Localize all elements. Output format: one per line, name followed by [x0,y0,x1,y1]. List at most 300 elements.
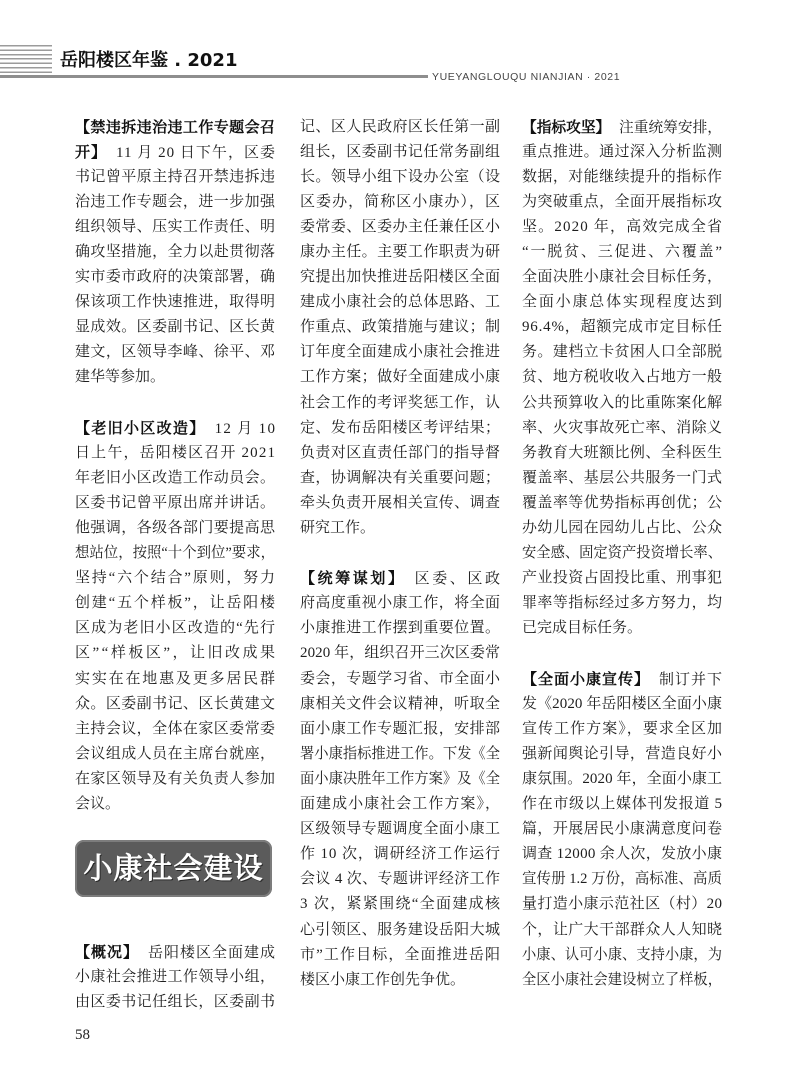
line-content [522,669,723,688]
line-content [75,117,276,136]
line-content [522,867,722,892]
line-content [300,742,500,767]
line-content [522,194,722,210]
text-line [522,340,722,365]
line-content [75,470,275,486]
line-content [522,445,722,461]
line-text: 篇，开展居民小康满意度问卷 [522,821,723,838]
text-line [522,566,722,591]
line-content [522,470,722,486]
line-content [75,445,276,461]
line-content [300,821,500,837]
text-line [522,892,722,917]
line-content [300,922,500,938]
line-text: 由区委书记任组长，区委副书 [75,994,276,1011]
text-line [522,792,722,817]
line-content [300,144,500,160]
text-line [300,240,500,265]
text-line [522,416,722,441]
entry-heading: 【指标攻坚】 [522,117,611,136]
line-text: 宣传册 1.2 万份，高标准、高质 [522,871,722,888]
line-content [75,721,275,737]
line-content [300,420,500,436]
entry-heading: 开】 [75,142,108,161]
line-content [75,620,276,636]
text-line [75,940,275,965]
text-line [75,165,275,190]
text-line [522,717,722,742]
line-content [75,294,275,310]
line-content [300,796,501,812]
text-line [75,616,275,641]
text-line [75,240,275,265]
line-text: 研究工作。 [300,520,376,536]
text-line [75,290,275,315]
line-text: 注重统筹安排， [619,119,722,136]
line-text: 11 月 20 日下午，区委 [116,144,277,161]
text-line [300,566,503,591]
line-content [522,169,722,185]
line-text: 会议。 [75,796,121,813]
line-content [522,319,723,335]
line-content [522,922,722,938]
text-line [75,265,275,290]
line-text: 区委书记曾平原出席并讲话。 [75,494,276,511]
line-content [522,541,722,566]
line-text: 确攻坚措施，全力以赴贯彻落 [75,243,276,260]
line-content [522,821,722,837]
line-content [522,420,722,436]
text-line [300,842,500,867]
text-line [522,165,722,190]
line-text: 心引领区、服务建设岳阳大城 [300,921,501,938]
line-text: 坚持“六个结合”原则，努力 [75,570,277,587]
header-english-subtitle: YUEYANGLOUQU NIANJIAN · 2021 [432,71,621,83]
line-content [300,395,500,411]
text-line [522,867,722,892]
line-text: 康相关文件会议精神，听取全 [300,695,501,712]
line-text: 众。区委副书记、区长黄建文 [75,695,276,712]
line-text: 全面小康总体实现程度达到 [522,294,724,311]
line-text: 保该项工作快速推进，取得明 [75,294,276,311]
text-line [75,340,275,365]
line-text: 办幼儿园在园幼儿占比、公众 [522,520,723,536]
text-line [75,965,275,990]
line-text: 查，协调解决有关重要问题； [300,469,501,486]
text-line [522,742,722,767]
line-text: 区”“样板区”，让旧改成果 [75,645,278,662]
text-line [522,968,722,993]
line-content [75,671,277,687]
line-content [300,947,501,963]
line-content [75,969,275,985]
line-text: 区级领导专题调度全面小康工 [300,821,501,838]
text-line [300,190,500,215]
line-text: 制订并下 [658,671,723,688]
text-line [522,466,722,491]
line-text: 作在市级以上媒体刊发报道 5 [522,796,723,813]
text-line [522,516,722,541]
line-content [300,767,500,792]
line-content [300,520,375,536]
text-line [300,165,500,190]
line-text: 定、发布岳阳楼区考评结果； [300,419,501,436]
line-content [75,194,275,210]
line-text: 组长，区委副书记任常务副组 [300,143,501,160]
text-line [300,416,500,441]
line-text: 建华等参加。 [75,369,166,386]
line-content [522,269,722,285]
line-text: 治违工作专题会，进一步加强 [75,193,276,210]
line-text: 署小康指标推进工作。下发《全 [300,745,500,762]
line-text: 建文，区领导李峰、徐平、邓 [75,344,276,361]
line-content [300,369,500,385]
line-content [300,119,500,135]
line-content [75,570,277,586]
line-content [300,620,500,636]
entry-heading: 【全面小康宣传】 [522,669,650,688]
text-line [522,265,722,290]
text-line [522,441,722,466]
line-content [300,194,501,210]
text-line [75,566,275,591]
line-text: 个，让广大干部群众人人知晓 [522,921,723,938]
line-content [300,319,500,335]
paragraph [300,566,503,993]
line-text: 创建“五个样板”，让岳阳楼 [75,595,277,612]
text-line [300,667,500,692]
text-line [300,290,500,315]
line-content [75,696,275,712]
text-line [300,265,500,290]
text-line [75,441,275,466]
line-text: 牵头负责开展相关宣传、调查 [300,494,501,511]
text-line [300,441,500,466]
line-text: 显成效。区委副书记、区长黄 [75,319,276,336]
text-line [75,591,275,616]
line-text: 岳阳楼区全面建成 [148,945,276,962]
line-text: 委常委、区委办主任兼任区小 [300,218,501,235]
text-line [75,516,275,541]
line-content [300,671,500,687]
line-content [300,871,500,887]
line-text: 面小康工作专题汇报，安排部 [300,720,501,737]
line-text: 全区小康社会建设树立了样板， [522,971,722,988]
line-content [300,344,500,360]
line-content [300,470,500,486]
line-text: 面小康决胜年工作方案》及《全 [300,770,500,787]
line-content [300,244,500,260]
text-line [300,792,500,817]
line-text: 楼区小康工作创先争优。 [300,971,466,988]
text-line [75,667,275,692]
text-line [522,140,722,165]
text-line [300,491,500,516]
line-content [75,746,275,762]
line-content [75,595,277,611]
line-content [300,896,501,912]
line-content [522,520,722,536]
text-line [75,742,275,767]
text-line [75,541,275,566]
text-line [300,616,500,641]
line-content [300,219,500,235]
line-content [522,846,722,862]
paragraph [75,115,275,391]
line-text: 订年度全面建成小康社会推进 [300,344,501,361]
text-line [522,817,722,842]
line-content [522,344,722,360]
text-line [522,215,722,240]
line-content [300,169,500,185]
text-line [522,541,722,566]
line-content [300,294,500,310]
line-content [522,115,722,141]
line-content [522,771,722,787]
entry-heading: 【禁违拆违治违工作专题会召 [75,117,276,136]
line-content [522,796,723,812]
text-line [75,416,275,441]
text-line [300,591,500,616]
text-line [522,918,722,943]
text-line [300,717,500,742]
line-text: 康办主任。主要工作职责为研 [300,243,501,260]
line-content [522,570,722,586]
line-content [522,144,722,160]
line-content [75,520,275,536]
line-text: 日上午，岳阳楼区召开 2021 [75,444,277,461]
line-text: 2020 年，组织召开三次区委常 [300,645,501,662]
line-content [300,696,500,712]
line-content [75,219,275,235]
line-content [522,968,722,993]
line-content [75,269,275,285]
line-text: 年老旧小区改造工作动员会。 [75,469,276,486]
line-content [522,746,722,762]
line-content [300,846,501,862]
line-content [75,495,275,511]
line-content [75,771,275,787]
text-line [75,315,275,340]
line-text: 作重点、政策措施与建议；制 [300,319,501,336]
section-title: 小康社会建设 [75,840,272,897]
text-line [300,340,500,365]
line-text: 会议 4 次、专题讲评经济工作 [300,871,501,888]
text-line [300,365,500,390]
text-line [522,943,722,968]
line-content [300,269,500,285]
line-text: 区委、区政 [414,571,503,588]
line-content [522,696,722,712]
line-text: “一脱贫、三促进、六覆盖” [522,243,724,260]
line-content [300,972,465,988]
line-text: 全面决胜小康社会目标任务， [522,269,723,286]
text-line [75,365,275,390]
line-text: 作 10 次，调研经济工作运行 [300,846,501,863]
line-text: 在家区领导及有关负责人参加 [75,770,276,787]
line-text: 宣传工作方案》，要求全区加 [522,720,724,737]
line-text: 实实在在地惠及更多居民群 [75,670,277,687]
text-line [300,692,500,717]
line-content [522,495,722,511]
line-text: 已完成目标任务。 [522,620,643,637]
paragraph [75,416,278,818]
line-text: 产业投资占固投比重、刑事犯 [522,570,723,587]
text-line [522,667,722,692]
line-text: 主持会议，全体在家区委常委 [75,720,276,737]
text-line [300,115,500,140]
text-line [522,290,722,315]
line-content [75,418,277,437]
line-content [75,244,275,260]
line-content [75,142,277,161]
line-text: 社会工作的考评奖惩工作，认 [300,394,501,411]
line-text: 委会，专题学习省、市全面小 [300,670,501,687]
line-content [522,943,722,968]
line-content [522,721,723,737]
text-line [75,140,275,165]
line-text: 小康推进工作摆到重要位置。 [300,620,501,637]
entry-heading: 【老旧小区改造】 [75,418,206,437]
line-content [75,169,275,185]
text-line [522,315,722,340]
text-line [75,215,275,240]
line-text: 面建成小康社会工作方案》， [300,796,502,813]
page-number: 58 [75,1027,90,1043]
line-text: 记、区人民政府区长任第一副 [300,118,501,135]
text-line [75,466,275,491]
line-text: 负责对区直责任部门的指导督 [300,444,501,461]
line-content [300,595,500,611]
line-content [522,294,724,310]
line-content [75,319,275,335]
line-text: 覆盖率、基层公共服务一门式 [522,469,723,486]
line-text: 发《2020 年岳阳楼区全面小康 [522,695,723,712]
line-content [75,645,278,661]
line-text: 实市委市政府的决策部署，确 [75,269,276,286]
text-line [522,842,722,867]
text-line [522,591,722,616]
text-line [75,115,275,140]
text-line [75,491,275,516]
line-content [75,344,275,360]
line-text: 务教育大班额比例、全科医生 [522,444,723,461]
line-content [522,244,724,260]
text-line [522,616,722,641]
text-line [522,240,722,265]
line-text: 12 月 10 [214,420,277,437]
text-line [522,692,722,717]
line-content [300,571,503,587]
line-text: 安全感、固定资产投资增长率、 [522,545,722,562]
line-text: 会议组成人员在主席台就座， [75,745,276,762]
line-text: 康氛围。2020 年，全面小康工 [522,770,723,787]
header-stripes [0,45,52,76]
line-content [522,369,722,385]
text-line [75,641,278,666]
line-text: 组织领导、压实工作责任、明 [75,218,276,235]
line-content [75,945,276,961]
line-content [75,369,165,385]
line-text: 府高度重视小康工作，将全面 [300,595,501,612]
line-content [75,541,275,566]
paragraph [522,667,722,993]
paragraph [75,940,275,1015]
line-text: 公共预算收入的比重陈案化解 [522,394,723,411]
text-line [75,990,275,1015]
line-text: 强新闻舆论引导，营造良好小 [522,745,723,762]
text-column-1 [75,115,278,1016]
line-text: 想站位，按照“十个到位”要求， [75,545,275,562]
line-text: 数据，对能继续提升的指标作 [522,168,723,185]
line-text: 区成为老旧小区改造的“先行 [75,620,277,637]
line-content [300,495,500,511]
line-content [300,445,500,461]
text-line [75,692,275,717]
text-line [300,215,500,240]
entry-heading: 【概况】 [75,943,139,962]
line-content [522,620,642,636]
line-text: 长。领导小组下设办公室（设 [300,168,501,185]
section-heading [75,840,275,940]
text-line [522,115,722,140]
paragraph [300,115,500,542]
line-text: 96.4%，超额完成市定目标任 [522,319,723,336]
paragraph [522,115,722,642]
line-content [300,721,500,737]
line-text: 坚。2020 年，高效完成全省 [522,218,724,235]
line-text: 3 次，紧紧围绕“全面建成核 [300,896,502,913]
yearbook-title: 岳阳楼区年鉴 . 2021 [60,50,238,71]
line-text: 务。建档立卡贫困人口全部脱 [522,344,723,361]
line-text: 罪率等指标经过多方努力，均 [522,595,723,612]
text-line [300,867,500,892]
line-text: 市”工作目标，全面推进岳阳 [300,946,502,963]
text-line [522,365,722,390]
text-column-3 [522,115,722,993]
text-line [75,717,275,742]
text-column-2 [300,115,503,993]
line-content [75,994,275,1010]
line-content [300,645,500,661]
text-line [300,968,500,993]
text-line [300,641,500,666]
line-content [522,896,722,912]
line-text: 建成小康社会的总体思路、工 [300,294,501,311]
text-line [300,943,500,968]
text-line [300,918,500,943]
header-rule [0,75,428,78]
line-text: 小康、认可小康、支持小康，为 [522,946,722,963]
text-line [522,190,722,215]
line-text: 贫、地方税收收入占地方一般 [522,369,723,386]
text-line [300,315,500,340]
text-line [75,767,275,792]
text-line [75,792,275,817]
text-line [300,742,500,767]
line-content [522,595,722,611]
text-line [75,190,275,215]
text-line [522,767,722,792]
line-text: 率、火灾事故死亡率、消除义 [522,419,723,436]
line-text: 重点推进。通过深入分析监测 [522,143,723,160]
line-text: 工作方案；做好全面建成小康 [300,369,501,386]
line-text: 为突破重点，全面开展指标攻 [522,193,723,210]
line-text: 书记曾平原主持召开禁违拆违 [75,168,276,185]
line-content [522,219,723,235]
line-text: 调查 12000 余人次，发放小康 [522,846,723,863]
text-line [300,391,500,416]
